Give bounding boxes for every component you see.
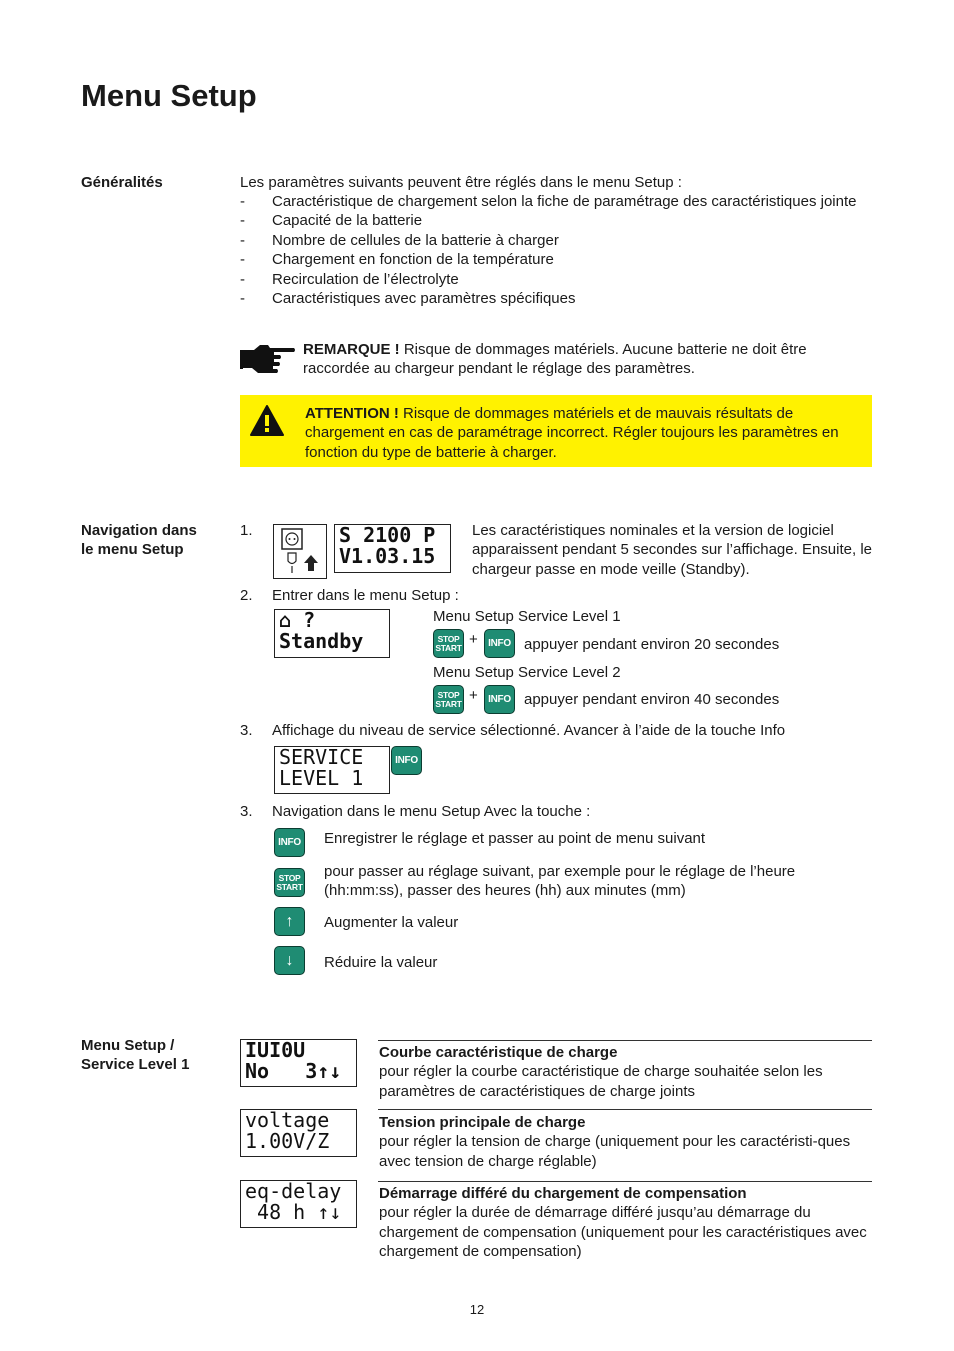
- generalites-list: [240, 192, 872, 308]
- step-number: 1.: [240, 522, 253, 539]
- divider: [378, 1109, 872, 1110]
- list-item: - Nombre de cellules de la batterie à charger: [240, 231, 872, 250]
- step3-description: Affichage du niveau de service sélectionné. Avancer à l’aide de la touche Info: [272, 722, 786, 739]
- page-title: Menu Setup: [81, 78, 257, 113]
- heading-line: Menu Setup /: [81, 1037, 175, 1054]
- lcd-line: SERVICE: [279, 745, 364, 769]
- lcd-display-standby: [274, 609, 390, 658]
- remarque-text: Risque de dommages matériels. Aucune batterie ne doit être raccordée au chargeur pendant le réglage des paramètres.: [303, 341, 807, 378]
- list-item: - Caractéristiques avec paramètres spécifiques: [240, 289, 872, 308]
- stop-start-key: STOP START: [433, 629, 464, 658]
- lcd-line: V1.03.15: [339, 544, 436, 568]
- entry-text: pour régler la courbe caractéristique de charge souhaitée selon les paramètres de caractéristiques de charge joints: [379, 1063, 823, 1100]
- service-level-2-label: Menu Setup Service Level 2: [433, 664, 621, 681]
- list-item: - Recirculation de l’électrolyte: [240, 270, 872, 289]
- arrow-down-key: [274, 946, 305, 975]
- warning-icon: [249, 404, 285, 437]
- heading-line: le menu Setup: [81, 541, 184, 558]
- lcd-line: voltage: [245, 1108, 330, 1132]
- divider: [378, 1040, 872, 1041]
- step-number: 3.: [240, 803, 253, 820]
- lcd-line: 48 h ↑↓: [245, 1200, 342, 1224]
- lcd-line: S 2100 P: [339, 523, 436, 547]
- pointing-hand-icon: [240, 342, 296, 376]
- arrow-up-description: Augmenter la valeur: [324, 914, 459, 931]
- heading-line: Service Level 1: [81, 1056, 190, 1073]
- lcd-display-eq-delay: [240, 1180, 357, 1228]
- plus-sign: +: [469, 687, 478, 704]
- step4-description: Navigation dans le menu Setup Avec la touche :: [272, 803, 591, 820]
- page-number: 12: [469, 1302, 485, 1317]
- info-key: INFO: [484, 685, 515, 714]
- section-heading-navigation: [81, 521, 197, 559]
- attention-note: [305, 404, 867, 462]
- entry-text: pour régler la tension de charge (uniquement pour les caractéristi-ques avec tension de charge réglable): [379, 1133, 851, 1170]
- plug-icon: [274, 524, 275, 525]
- entry-voltage: [379, 1113, 872, 1171]
- list-item: - Capacité de la batterie: [240, 211, 872, 230]
- info-key: INFO: [484, 629, 515, 658]
- remarque-note: [303, 340, 872, 379]
- attention-text: Risque de dommages matériels et de mauvais résultats de chargement en cas de paramétrage incorrect. Régler toujours les paramètres en fonction du type de batterie à charger.: [305, 405, 839, 461]
- entry-title: Courbe caractéristique de charge: [379, 1044, 618, 1061]
- step-number: 2.: [240, 587, 253, 604]
- lcd-display-version: [334, 524, 451, 573]
- section-heading-service-level-1: [81, 1036, 189, 1074]
- remarque-label: REMARQUE !: [303, 341, 400, 358]
- generalites-intro: Les paramètres suivants peuvent être réglés dans le menu Setup :: [240, 174, 682, 191]
- lcd-display-voltage: [240, 1109, 357, 1157]
- stop-start-key-description: pour passer au réglage suivant, par exemple pour le réglage de l’heure (hh:mm:ss), passer des heures (hh) aux minutes (mm): [324, 863, 796, 900]
- arrow-up-key: [274, 907, 305, 936]
- service-level-1-action: appuyer pendant environ 20 secondes: [524, 636, 780, 653]
- lcd-line: ⌂ ?: [279, 608, 316, 632]
- step1-description: Les caractéristiques nominales et la version de logiciel apparaissent pendant 5 secondes sur l’affichage. Ensuite, le chargeur passe en mode veille (Standby).: [472, 522, 872, 578]
- charger-display-frame: [273, 524, 327, 579]
- lcd-display-charge-curve: [240, 1039, 357, 1087]
- lcd-display-service-level: [274, 746, 390, 794]
- step-number: 3.: [240, 722, 253, 739]
- arrow-down-description: Réduire la valeur: [324, 954, 438, 971]
- service-level-1-label: Menu Setup Service Level 1: [433, 608, 621, 625]
- lcd-line: eq-delay: [245, 1179, 342, 1203]
- attention-label: ATTENTION !: [305, 405, 399, 422]
- entry-eq-delay: [379, 1184, 872, 1262]
- lcd-line: No 3↑↓: [245, 1059, 342, 1083]
- entry-text: pour régler la durée de démarrage différé jusqu’au démarrage du chargement de compensation (uniquement pour les caractéristiques avec chargement de compensation): [379, 1204, 867, 1261]
- entry-charge-curve: [379, 1043, 872, 1101]
- info-key: INFO: [274, 828, 305, 857]
- entry-title: Démarrage différé du chargement de compensation: [379, 1185, 747, 1202]
- list-item: - Caractéristique de chargement selon la fiche de paramétrage des caractéristiques jointe: [240, 192, 872, 211]
- lcd-line: Standby: [279, 629, 364, 653]
- step2-description: Entrer dans le menu Setup :: [272, 587, 459, 604]
- heading-line: Navigation dans: [81, 522, 197, 539]
- stop-start-key: STOP START: [433, 685, 464, 714]
- lcd-line: IUI0U: [245, 1038, 306, 1062]
- info-key-description: Enregistrer le réglage et passer au point de menu suivant: [324, 830, 706, 847]
- stop-start-key: STOP START: [274, 868, 305, 897]
- lcd-line: LEVEL 1: [279, 766, 364, 790]
- info-key: INFO: [391, 746, 422, 775]
- divider: [378, 1181, 872, 1182]
- plus-sign: +: [469, 631, 478, 648]
- arrow-down-icon: ↓: [285, 951, 294, 969]
- list-item: - Chargement en fonction de la température: [240, 250, 872, 269]
- arrow-up-icon: ↑: [285, 912, 294, 930]
- lcd-line: 1.00V/Z: [245, 1129, 330, 1153]
- entry-title: Tension principale de charge: [379, 1114, 586, 1131]
- service-level-2-action: appuyer pendant environ 40 secondes: [524, 691, 780, 708]
- section-heading-generalites: Généralités: [81, 174, 163, 191]
